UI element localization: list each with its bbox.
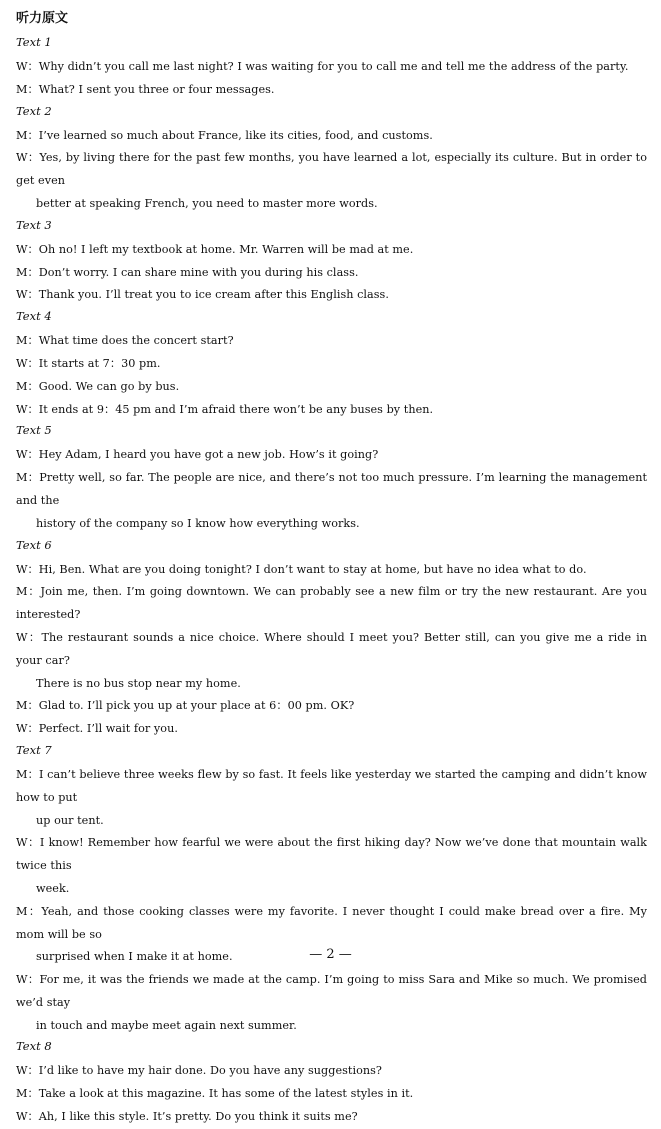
dialogue-line-continuation: better at speaking French, you need to master more words.: [36, 196, 378, 210]
dialogue-line: W：Hey Adam, I heard you have got a new job. How’s it going?: [16, 448, 379, 462]
page-heading: 听力原文: [16, 11, 69, 26]
dialogue-line: M：Don’t worry. I can share mine with you during his class.: [16, 265, 359, 279]
dialogue-line: M：I can’t believe three weeks flew by so fast. It feels like yesterday we started the camping and didn’t know how to put: [16, 767, 647, 804]
dialogue-line-continuation: in touch and maybe meet again next summer.: [36, 1018, 297, 1032]
dialogue-line: W：Hi, Ben. What are you doing tonight? I don’t want to stay at home, but have no idea what to do.: [16, 562, 587, 576]
dialogue-line: M：Good. We can go by bus.: [16, 379, 180, 393]
section-label: Text 6: [16, 537, 52, 552]
dialogue-line: W：For me, it was the friends we made at the camp. I’m going to miss Sara and Mike so much. We promised we’d stay: [16, 973, 647, 1009]
section-label: Text 5: [16, 423, 52, 438]
dialogue-line: W：Thank you. I’ll treat you to ice cream after this English class.: [16, 288, 389, 302]
dialogue-line: W：Ah, I like this style. It’s pretty. Do you think it suits me?: [16, 1110, 358, 1124]
dialogue-line: W：I’d like to have my hair done. Do you have any suggestions?: [16, 1064, 382, 1078]
dialogue-line-continuation: surprised when I make it at home.: [36, 950, 233, 964]
dialogue-line: M：Take a look at this magazine. It has some of the latest styles in it.: [16, 1087, 414, 1101]
dialogue-line: W：I know! Remember how fearful we were about the first hiking day? Now we’ve done that mountain walk twice this: [16, 836, 647, 873]
section-label: Text 8: [16, 1039, 52, 1054]
dialogue-line-continuation: up our tent.: [36, 813, 104, 827]
dialogue-line-continuation: There is no bus stop near my home.: [36, 676, 241, 690]
dialogue-line: M：What? I sent you three or four messages.: [16, 82, 275, 96]
dialogue-line: W：It starts at 7：30 pm.: [16, 356, 161, 370]
dialogue-line: W：The restaurant sounds a nice choice. Where should I meet you? Better still, can you give me a ride in your car?: [16, 630, 647, 667]
page-number: — 2 —: [309, 947, 352, 962]
dialogue-line-continuation: history of the company so I know how everything works.: [36, 516, 360, 530]
section-label: Text 1: [16, 35, 52, 49]
dialogue-line: M：Pretty well, so far. The people are nice, and there’s not too much pressure. I’m learning the management and the: [16, 471, 647, 507]
section-label: Text 2: [16, 103, 52, 118]
dialogue-line: M：What time does the concert start?: [16, 334, 234, 348]
dialogue-line: W：Yes, by living there for the past few months, you have learned a lot, especially its culture. But in order to get even: [16, 151, 647, 188]
dialogue-line: W：Oh no! I left my textbook at home. Mr. Warren will be mad at me.: [16, 242, 414, 256]
dialogue-line: W：Why didn’t you call me last night? I was waiting for you to call me and tell me the address of the party.: [16, 60, 629, 73]
dialogue-line: M：Glad to. I’ll pick you up at your place at 6：00 pm. OK?: [16, 699, 355, 713]
section-label: Text 7: [16, 742, 52, 757]
dialogue-line: M：Yeah, and those cooking classes were my favorite. I never thought I could make bread over a fire. My mom will be so: [16, 904, 647, 941]
dialogue-line-continuation: week.: [36, 881, 70, 895]
dialogue-line: W：It ends at 9：45 pm and I’m afraid there won’t be any buses by then.: [16, 402, 434, 416]
section-label: Text 4: [16, 309, 52, 324]
dialogue-line: M：I’ve learned so much about France, like its cities, food, and customs.: [16, 128, 433, 142]
dialogue-line: W：Perfect. I’ll wait for you.: [16, 722, 178, 736]
dialogue-line: M：Join me, then. I’m going downtown. We can probably see a new film or try the new restaurant. Are you interested?: [16, 585, 647, 622]
section-label: Text 3: [16, 217, 52, 232]
transcript-sections: [16, 33, 647, 1129]
